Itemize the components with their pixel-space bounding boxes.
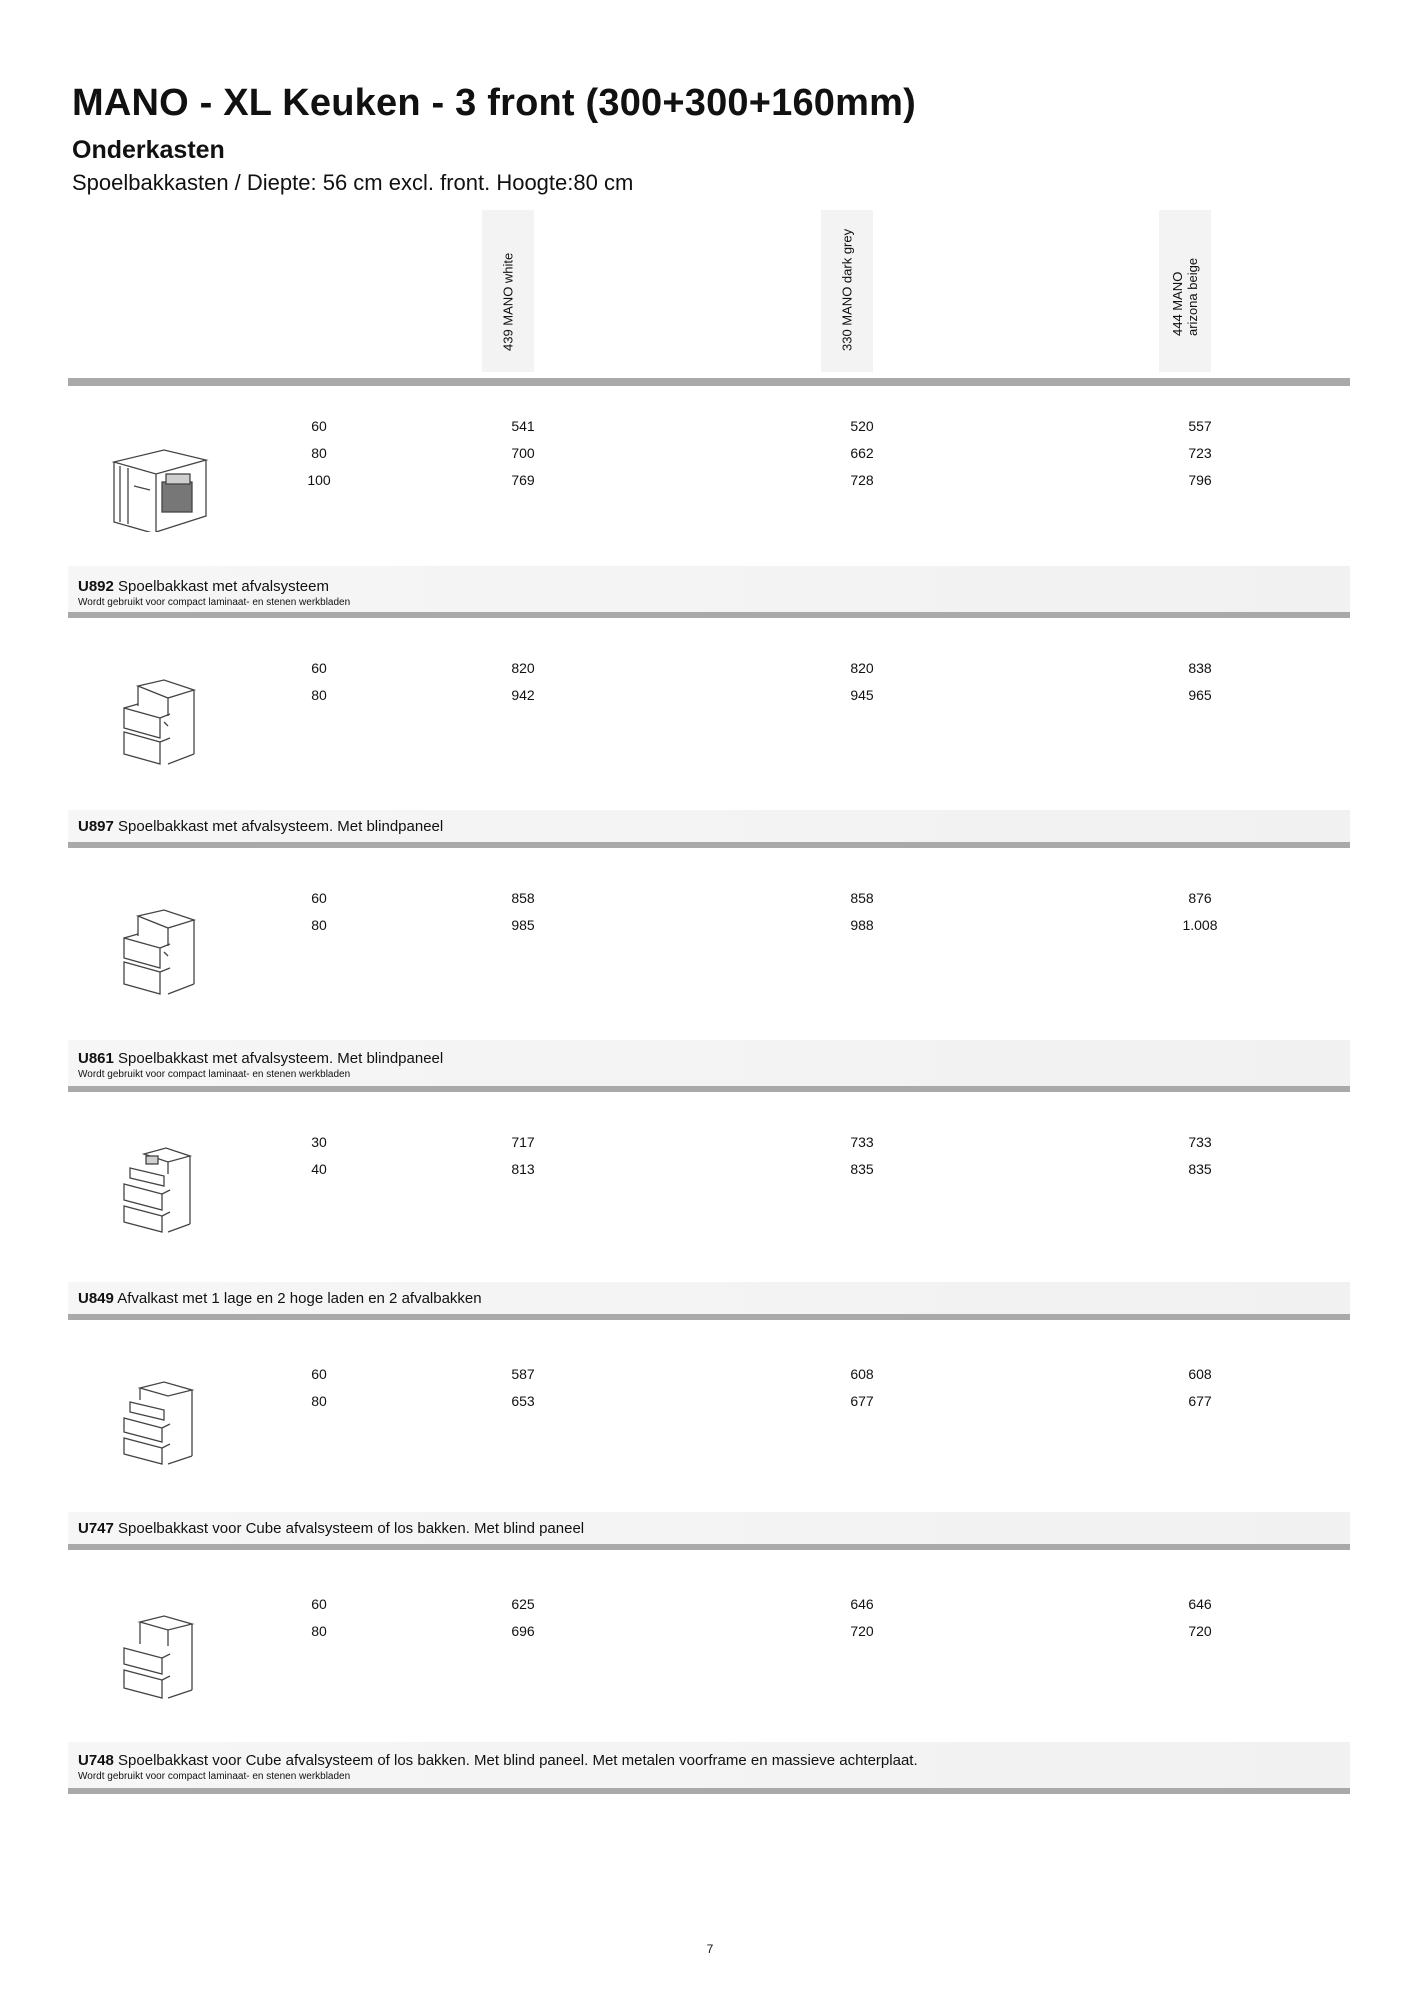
product-label-band xyxy=(68,1282,1350,1314)
product-name: Spoelbakkast met afvalsysteem xyxy=(118,578,329,595)
column-header-white xyxy=(482,210,534,372)
price-dark-grey: 520 xyxy=(850,418,874,434)
price-dark-grey: 945 xyxy=(850,687,874,703)
size-cell: 60 xyxy=(311,418,327,434)
size-cell: 80 xyxy=(311,687,327,703)
column-header-dark-grey-label: 330 MANO dark grey xyxy=(839,228,855,351)
product-code: U861 xyxy=(78,1050,114,1067)
price-arizona-beige: 608 xyxy=(1188,1366,1212,1382)
product-note: Wordt gebruikt voor compact laminaat- en stenen werkbladen xyxy=(78,1069,351,1080)
product-label xyxy=(78,818,443,835)
size-cell: 80 xyxy=(311,917,327,933)
price-white: 587 xyxy=(511,1366,535,1382)
column-header-arizona-beige-line1: 444 MANO xyxy=(1170,271,1185,336)
header-divider xyxy=(68,378,1350,386)
product-label-band xyxy=(68,1742,1350,1788)
price-dark-grey: 608 xyxy=(850,1366,874,1382)
product-label-band xyxy=(68,810,1350,842)
price-white: 985 xyxy=(511,917,535,933)
product-section-u748 xyxy=(68,1550,1350,1800)
product-label-band xyxy=(68,1040,1350,1086)
sink-cabinet-drawers-icon xyxy=(104,676,214,776)
price-white: 696 xyxy=(511,1623,535,1639)
product-code: U747 xyxy=(78,1520,114,1537)
page-number: 7 xyxy=(706,1942,714,1956)
column-header-arizona-beige-line2: arizona beige xyxy=(1185,257,1200,336)
sink-cabinet-two-drawers-icon xyxy=(104,1610,214,1710)
size-cell: 40 xyxy=(311,1161,327,1177)
price-dark-grey: 820 xyxy=(850,660,874,676)
price-dark-grey: 858 xyxy=(850,890,874,906)
price-arizona-beige: 557 xyxy=(1188,418,1212,434)
product-section-u861 xyxy=(68,848,1350,1088)
page-title: MANO - XL Keuken - 3 front (300+300+160mm) xyxy=(72,82,916,124)
size-cell: 30 xyxy=(311,1134,327,1150)
price-white: 700 xyxy=(511,445,535,461)
sink-cabinet-three-drawers-icon xyxy=(104,1376,214,1476)
size-cell: 60 xyxy=(311,1596,327,1612)
price-arizona-beige: 965 xyxy=(1188,687,1212,703)
price-arizona-beige: 1.008 xyxy=(1182,917,1218,933)
price-dark-grey: 835 xyxy=(850,1161,874,1177)
product-section-u849 xyxy=(68,1092,1350,1324)
product-section-u747 xyxy=(68,1320,1350,1552)
price-white: 541 xyxy=(511,418,535,434)
product-label-band xyxy=(68,566,1350,612)
section-divider xyxy=(68,1788,1350,1794)
price-dark-grey: 662 xyxy=(850,445,874,461)
product-label xyxy=(78,1050,443,1067)
price-arizona-beige: 723 xyxy=(1188,445,1212,461)
price-dark-grey: 733 xyxy=(850,1134,874,1150)
price-white: 820 xyxy=(511,660,535,676)
price-dark-grey: 728 xyxy=(850,472,874,488)
product-name: Spoelbakkast voor Cube afvalsysteem of los bakken. Met blind paneel xyxy=(118,1520,585,1537)
size-cell: 80 xyxy=(311,1393,327,1409)
column-header-arizona-beige-label xyxy=(1170,258,1200,336)
size-cell: 80 xyxy=(311,1623,327,1639)
price-white: 717 xyxy=(511,1134,535,1150)
product-label xyxy=(78,1290,482,1307)
price-arizona-beige: 876 xyxy=(1188,890,1212,906)
product-code: U748 xyxy=(78,1752,114,1769)
product-label xyxy=(78,1520,584,1537)
size-cell: 60 xyxy=(311,890,327,906)
size-cell: 100 xyxy=(307,472,331,488)
price-arizona-beige: 720 xyxy=(1188,1623,1212,1639)
price-arizona-beige: 677 xyxy=(1188,1393,1212,1409)
price-white: 813 xyxy=(511,1161,535,1177)
price-dark-grey: 646 xyxy=(850,1596,874,1612)
product-name: Spoelbakkast met afvalsysteem. Met blindpaneel xyxy=(118,818,444,835)
price-arizona-beige: 796 xyxy=(1188,472,1212,488)
price-arizona-beige: 646 xyxy=(1188,1596,1212,1612)
price-white: 625 xyxy=(511,1596,535,1612)
product-section-u897 xyxy=(68,618,1350,850)
price-white: 858 xyxy=(511,890,535,906)
product-note: Wordt gebruikt voor compact laminaat- en stenen werkbladen xyxy=(78,597,351,608)
size-cell: 80 xyxy=(311,445,327,461)
price-dark-grey: 720 xyxy=(850,1623,874,1639)
product-code: U897 xyxy=(78,818,114,835)
price-white: 769 xyxy=(511,472,535,488)
sink-cabinet-waste-bin-icon xyxy=(104,432,214,532)
size-cell: 60 xyxy=(311,1366,327,1382)
product-section-u892 xyxy=(68,386,1350,618)
product-label xyxy=(78,1752,918,1769)
product-name: Spoelbakkast met afvalsysteem. Met blindpaneel xyxy=(118,1050,444,1067)
column-header-arizona-beige xyxy=(1159,210,1211,372)
price-arizona-beige: 733 xyxy=(1188,1134,1212,1150)
product-name: Spoelbakkast voor Cube afvalsysteem of los bakken. Met blind paneel. Met metalen voorframe en massieve achterplaat. xyxy=(118,1752,918,1769)
product-label-band xyxy=(68,1512,1350,1544)
product-name: Afvalkast met 1 lage en 2 hoge laden en 2 afvalbakken xyxy=(117,1290,482,1307)
product-code: U892 xyxy=(78,578,114,595)
product-note: Wordt gebruikt voor compact laminaat- en stenen werkbladen xyxy=(78,1771,351,1782)
price-dark-grey: 988 xyxy=(850,917,874,933)
product-label xyxy=(78,578,329,595)
product-code: U849 xyxy=(78,1290,114,1307)
column-header-dark-grey xyxy=(821,210,873,372)
price-arizona-beige: 835 xyxy=(1188,1161,1212,1177)
waste-cabinet-three-drawers-icon xyxy=(104,1144,214,1244)
sink-cabinet-drawers-icon xyxy=(104,906,214,1006)
section-subtitle: Onderkasten xyxy=(72,136,225,164)
price-white: 942 xyxy=(511,687,535,703)
size-cell: 60 xyxy=(311,660,327,676)
column-header-white-label: 439 MANO white xyxy=(500,252,516,351)
page-description: Spoelbakkasten / Diepte: 56 cm excl. front. Hoogte:80 cm xyxy=(72,170,634,195)
price-dark-grey: 677 xyxy=(850,1393,874,1409)
price-arizona-beige: 838 xyxy=(1188,660,1212,676)
price-white: 653 xyxy=(511,1393,535,1409)
